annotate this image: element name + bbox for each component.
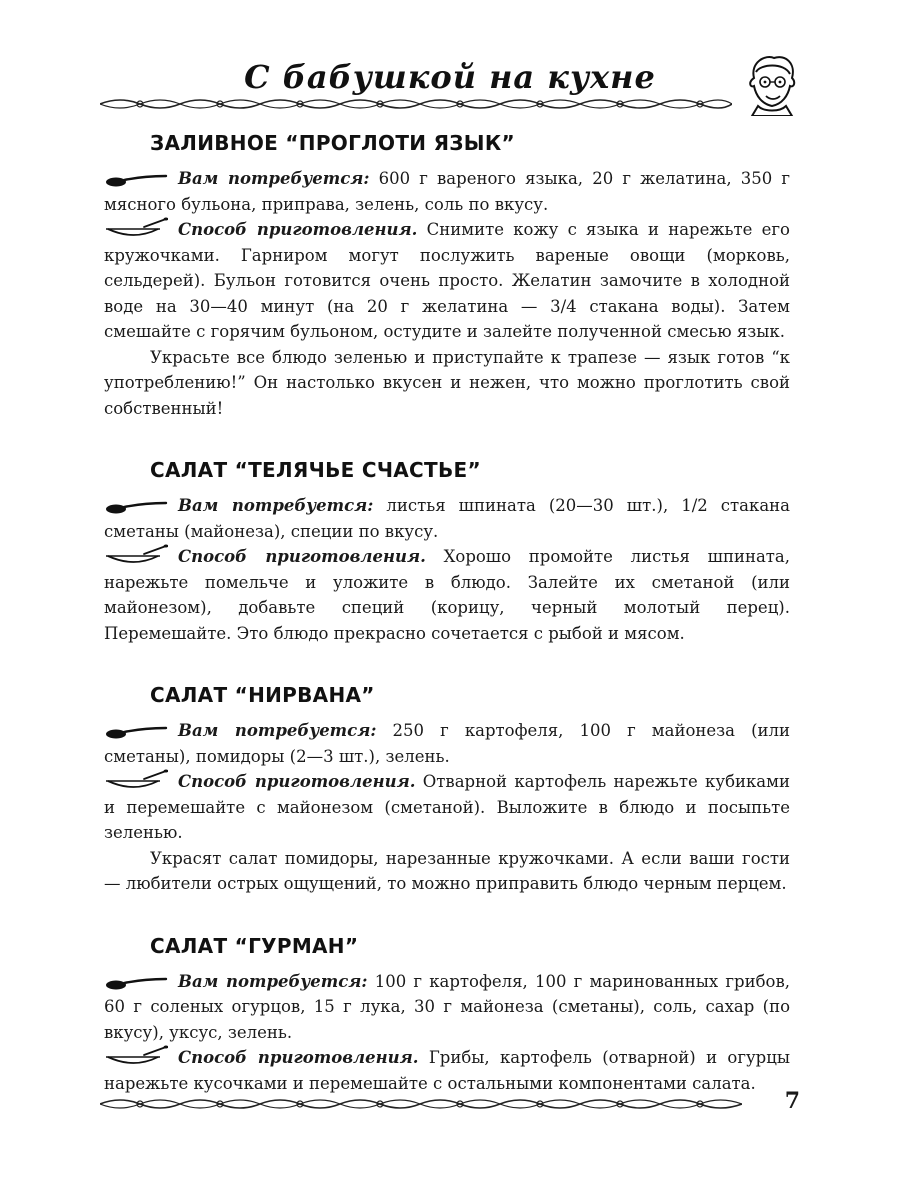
bottom-ornament-divider <box>100 1094 742 1114</box>
page-header-title: С бабушкой на кухне <box>244 58 656 96</box>
spoon-icon <box>104 168 168 190</box>
recipe-title: ЗАЛИВНОЕ “ПРОГЛОТИ ЯЗЫК” <box>150 131 515 155</box>
recipe-section <box>104 931 790 1097</box>
plate-icon <box>104 1045 168 1067</box>
ingredients-text: 100 г картофеля, 100 г маринованных грибов, 60 г соленых огурцов, 15 г лука, 30 г майонеза (сметаны), соль, сахар (по вкусу), уксус, зелень. <box>104 971 790 1042</box>
method-paragraph <box>104 769 790 846</box>
method-text: Хорошо промойте листья шпината, нарежьте помельче и уложите в блюдо. Залейте их сметаной (или майонезом), добавьте специй (корицу, черный молотый перец). Перемешайте. Это блюдо прекрасно сочетается с рыбой и мясом. <box>104 547 790 643</box>
ingredients-paragraph <box>104 969 790 1046</box>
plate-icon <box>104 544 168 566</box>
ingredients-paragraph <box>104 718 790 769</box>
method-text: Отварной картофель нарежьте кубиками и перемешайте с майонезом (сметаной). Выложите в блюдо и посыпьте зеленью. <box>104 772 790 842</box>
top-ornament-divider <box>100 94 732 114</box>
recipes-content <box>104 128 790 1096</box>
ingredients-text: 250 г картофеля, 100 г майонеза (или сметаны), помидоры (2—3 шт.), зелень. <box>104 721 790 766</box>
spoon-icon <box>104 720 168 742</box>
method-lead: Способ приготовления. <box>178 772 416 791</box>
method-text: Снимите кожу с языка и нарежьте его кружочками. Гарниром могут послужить вареные овощи (морковь, сельдерей). Бульон готовится очень просто. Желатин замочите в холодной воде на 30—40 минут (на 20 г желатина — 3/4 стакана воды). Затем смешайте с горячим бульоном, остудите и залейте полученной смесью язык. <box>104 220 790 341</box>
ingredients-lead: Вам потребуется: <box>178 971 368 991</box>
method-lead: Способ приготовления. <box>178 220 418 239</box>
page-number: 7 <box>784 1088 800 1114</box>
method-text: Грибы, картофель (отварной) и огурцы нарежьте кусочками и перемешайте с остальными компонентами салата. <box>104 1048 790 1093</box>
recipe-section <box>104 455 790 646</box>
ingredients-lead: Вам потребуется: <box>178 721 377 740</box>
recipe-section <box>104 128 790 421</box>
recipe-title: САЛАТ “ГУРМАН” <box>150 933 359 958</box>
recipe-title: САЛАТ “ТЕЛЯЧЬЕ СЧАСТЬЕ” <box>150 458 481 482</box>
note-paragraph: Украсят салат помидоры, нарезанные кружочками. А если ваши гости — любители острых ощущений, то можно приправить блюдо черным перцем. <box>104 848 790 893</box>
note-paragraph: Украсьте все блюдо зеленью и приступайте к трапезе — язык готов “к употреблению!” Он настолько вкусен и нежен, что можно проглотить свой собственный! <box>104 347 790 418</box>
spoon-icon <box>104 495 168 517</box>
method-paragraph <box>104 217 790 345</box>
ingredients-text: 600 г вареного языка, 20 г желатина, 350 г мясного бульона, приправа, зелень, соль по вкусу. <box>104 169 790 214</box>
method-lead: Способ приготовления. <box>178 547 426 566</box>
method-lead: Способ приготовления. <box>178 1048 419 1067</box>
grandma-icon <box>740 52 804 116</box>
method-paragraph <box>104 1045 790 1096</box>
ingredients-paragraph <box>104 493 790 544</box>
ingredients-lead: Вам потребуется: <box>178 496 374 515</box>
method-paragraph <box>104 544 790 646</box>
plate-icon <box>104 769 168 791</box>
plate-icon <box>104 217 168 239</box>
ingredients-paragraph <box>104 166 790 217</box>
recipe-section <box>104 680 790 897</box>
ingredients-lead: Вам потребуется: <box>178 169 370 188</box>
ingredients-text: листья шпината (20—30 шт.), 1/2 стакана сметаны (майонеза), специи по вкусу. <box>104 496 791 541</box>
spoon-icon <box>104 971 168 993</box>
recipe-title: САЛАТ “НИРВАНА” <box>150 683 375 707</box>
